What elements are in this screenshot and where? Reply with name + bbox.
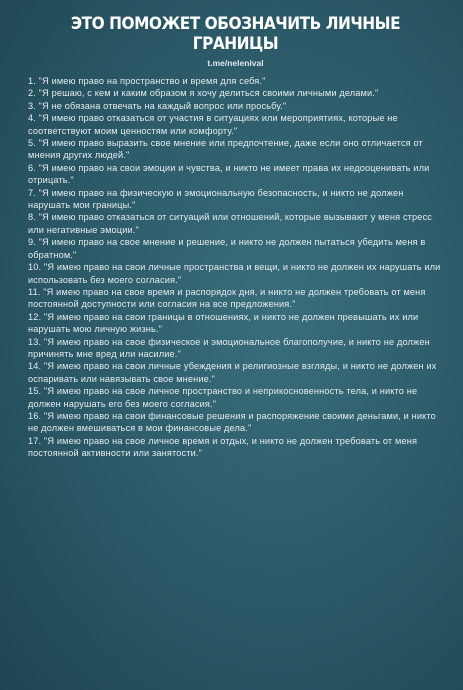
list-item: 1. "Я имею право на пространство и время для себя." bbox=[28, 76, 266, 86]
list-item: 14. "Я имею право на свои личные убеждения и религиозные взгляды, и никто не должен их оспаривать или навязывать свое мнение." bbox=[28, 361, 437, 384]
list-item: 2. "Я решаю, с кем и каким образом я хочу делиться своими личными делами." bbox=[28, 88, 379, 99]
list-item: 15. "Я имею право на свое личное пространство и неприкосновенность тела, и никто не должен нарушать его без моего согласия." bbox=[28, 386, 418, 409]
list-item: 3. "Я не обязана отвечать на каждый вопрос или просьбу." bbox=[28, 100, 287, 111]
boundaries-list bbox=[28, 75, 443, 460]
page-title: ЭТО ПОМОЖЕТ ОБОЗНАЧИТЬ ЛИЧНЫЕ ГРАНИЦЫ bbox=[70, 14, 401, 53]
list-item: 5. "Я имею право выразить свое мнение или предпочтение, даже если оно отличается от мнения других людей." bbox=[28, 138, 423, 161]
list-item: 11. "Я имею право на свое время и распорядок дня, и никто не должен требовать от меня постоянной доступности или согласия на все предложения." bbox=[28, 286, 426, 310]
list-item: 9. "Я имею право на свое мнение и решение, и никто не должен пытаться убедить меня в обратном." bbox=[28, 237, 426, 260]
list-item: 10. "Я имею право на свои личные пространства и вещи, и никто не должен их нарушать или использовать без моего согласия." bbox=[28, 262, 441, 285]
list-item: 4. "Я имею право отказаться от участия в ситуациях или мероприятиях, которые не соответствуют моим ценностям или комфорту." bbox=[28, 113, 398, 136]
source-link[interactable]: t.me/nelenival bbox=[207, 58, 264, 68]
list-item: 8. "Я имею право отказаться от ситуаций или отношений, которые вызывают у меня стресс или негативные эмоции." bbox=[28, 212, 433, 235]
list-item: 13. "Я имею право на свое физическое и эмоциональное благополучие, и никто не должен причинять мне вред или насилие." bbox=[28, 336, 430, 359]
list-item: 16. "Я имею право на свои финансовые решения и распоряжение своими деньгами, и никто не должен вмешиваться в мои финансовые дела." bbox=[28, 410, 436, 434]
list-item: 12. "Я имею право на свои границы в отношениях, и никто не должен превышать их или нарушать мою личную жизнь." bbox=[28, 311, 419, 335]
list-item: 7. "Я имею право на физическую и эмоциональную безопасность, и никто не должен нарушать мои границы." bbox=[28, 187, 404, 211]
list-item: 6. "Я имею право на свои эмоции и чувства, и никто не имеет права их недооценивать или отрицать." bbox=[28, 162, 430, 186]
list-item: 17. "Я имею право на свое личное время и отдых, и никто не должен требовать от меня постоянной активности или занятости." bbox=[28, 435, 418, 459]
